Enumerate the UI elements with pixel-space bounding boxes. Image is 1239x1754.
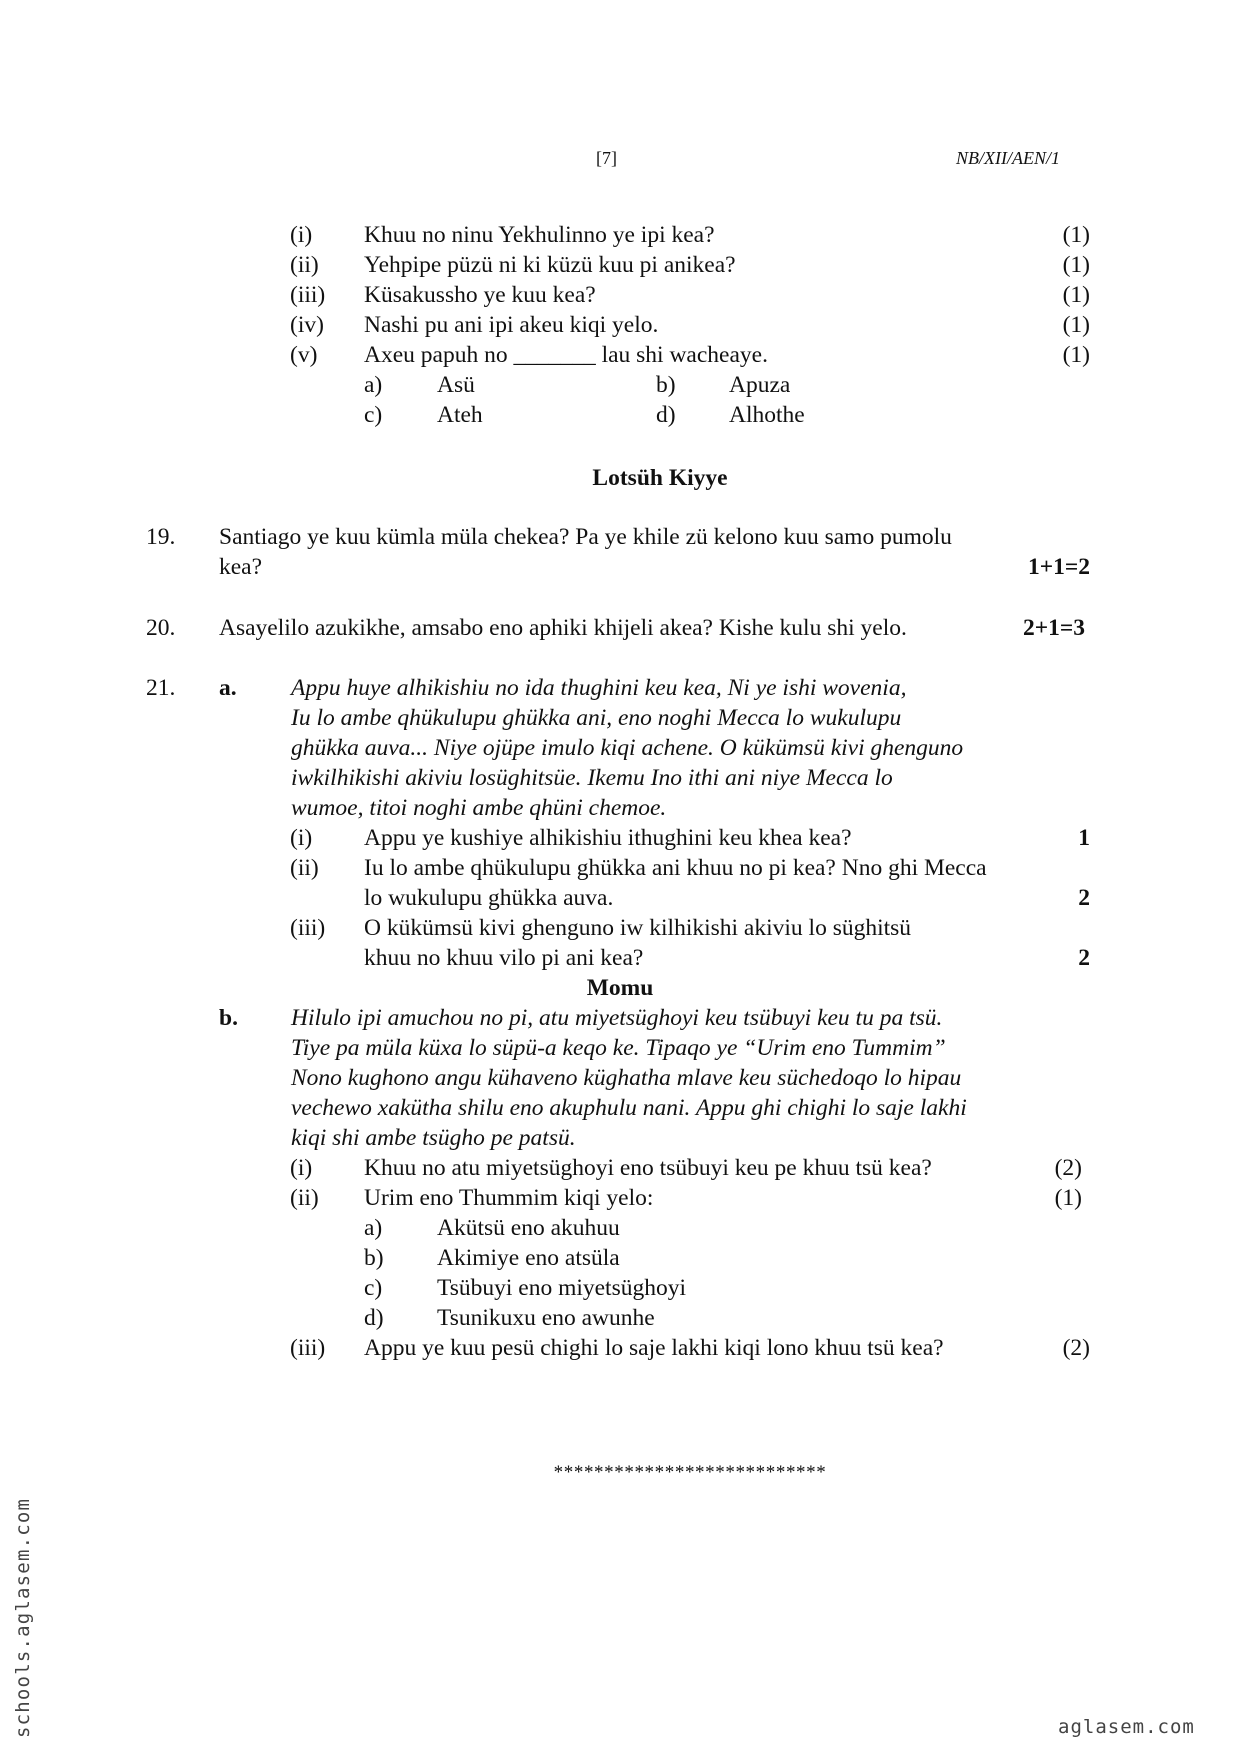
q21a-q2-text-line1: Iu lo ambe qhükulupu ghükka ani khuu no pi kea? Nno ghi Mecca (364, 855, 987, 881)
q21b-option-key-b: b) (364, 1245, 384, 1271)
q21b-option-text-b: Akimiye eno atsüla (437, 1245, 620, 1271)
q21b-q3-text: Appu ye kuu pesü chighi lo saje lakhi kiqi lono khuu tsü kea? (364, 1335, 944, 1361)
q21a-q1-marks: 1 (1078, 825, 1090, 851)
q18-marks-iii: (1) (1062, 282, 1090, 308)
q19-text-line1: Santiago ye kuu kümla müla chekea? Pa ye khile zü kelono kuu samo pumolu (219, 524, 952, 550)
q18-num-ii: (ii) (290, 252, 319, 278)
q21a-q3-text-line2: khuu no khuu vilo pi ani kea? (364, 945, 644, 971)
q21a-passage-line: ghükka auva... Niye ojüpe imulo kiqi achene. O kükümsü kivi ghenguno (291, 735, 964, 761)
section-title: Lotsüh Kiyye (592, 465, 728, 491)
or-label: Momu (586, 975, 654, 1001)
q21b-option-key-a: a) (364, 1215, 383, 1241)
q21a-q3-num: (iii) (290, 915, 326, 941)
q21b-label: b. (219, 1005, 238, 1031)
q18-option-key-b: b) (656, 372, 676, 398)
paper-code: NB/XII/AEN/1 (956, 148, 1060, 168)
q20-number: 20. (146, 615, 176, 641)
q21b-passage-line: Hilulo ipi amuchou no pi, atu miyetsüghoyi keu tsübuyi keu tu pa tsü. (291, 1005, 943, 1031)
q20-marks: 2+1=3 (1022, 615, 1085, 641)
q18-num-v: (v) (290, 342, 318, 368)
q21-number: 21. (146, 675, 176, 701)
q18-option-key-a: a) (364, 372, 383, 398)
q18-text-ii: Yehpipe püzü ni ki küzü kuu pi anikea? (364, 252, 736, 278)
q21a-q2-num: (ii) (290, 855, 319, 881)
q19-marks: 1+1=2 (1027, 554, 1090, 580)
q21b-option-text-d: Tsunikuxu eno awunhe (437, 1305, 655, 1331)
q18-text-iv: Nashi pu ani ipi akeu kiqi yelo. (364, 312, 659, 338)
q18-marks-i: (1) (1062, 222, 1090, 248)
q21b-option-text-a: Akütsü eno akuhuu (437, 1215, 620, 1241)
q18-text-iii: Küsakussho ye kuu kea? (364, 282, 596, 308)
q21a-passage-line: wumoe, titoi noghi ambe qhüni chemoe. (291, 795, 667, 821)
q21b-q2-num: (ii) (290, 1185, 319, 1211)
q21b-q3-num: (iii) (290, 1335, 326, 1361)
q21a-q2-text-line2: lo wukulupu ghükka auva. (364, 885, 614, 911)
q18-num-iv: (iv) (290, 312, 324, 338)
q21b-passage-line: kiqi shi ambe tsügho pe patsü. (291, 1125, 576, 1151)
q21b-q1-num: (i) (290, 1155, 313, 1181)
q18-option-text-b: Apuza (729, 372, 791, 398)
q21b-q3-marks: (2) (1062, 1335, 1090, 1361)
q21a-q3-marks: 2 (1078, 945, 1090, 971)
q18-option-text-a: Asü (437, 372, 475, 398)
q18-option-key-c: c) (364, 402, 383, 428)
q21b-option-text-c: Tsübuyi eno miyetsüghoyi (437, 1275, 687, 1301)
q18-text-i: Khuu no ninu Yekhulinno ye ipi kea? (364, 222, 715, 248)
page-number: [7] (596, 148, 617, 168)
q18-option-text-c: Ateh (437, 402, 483, 428)
q18-option-key-d: d) (656, 402, 676, 428)
q18-marks-v: (1) (1062, 342, 1090, 368)
q21a-q3-text-line1: O kükümsü kivi ghenguno iw kilhikishi akiviu lo süghitsü (364, 915, 912, 941)
q21b-passage-line: Nono kughono angu kühaveno küghatha mlave keu süchedoqo lo hipau (291, 1065, 962, 1091)
q21a-passage-line: Iu lo ambe qhükulupu ghükka ani, eno noghi Mecca lo wukulupu (291, 705, 902, 731)
q18-num-i: (i) (290, 222, 313, 248)
side-watermark: schools.aglasem.com (12, 1497, 34, 1738)
q21a-q2-marks: 2 (1078, 885, 1090, 911)
q19-number: 19. (146, 524, 176, 550)
q21b-option-key-d: d) (364, 1305, 384, 1331)
end-marker: *************************** (553, 1462, 827, 1483)
q19-text-line2: kea? (219, 554, 263, 580)
q21b-q2-text: Urim eno Thummim kiqi yelo: (364, 1185, 654, 1211)
q21a-q1-text: Appu ye kushiye alhikishiu ithughini keu khea kea? (364, 825, 852, 851)
corner-watermark: aglasem.com (1058, 1716, 1195, 1738)
q18-marks-ii: (1) (1062, 252, 1090, 278)
q21b-q1-marks: (2) (1054, 1155, 1082, 1181)
q20-text: Asayelilo azukikhe, amsabo eno aphiki khijeli akea? Kishe kulu shi yelo. (219, 615, 907, 641)
q21b-q2-marks: (1) (1054, 1185, 1082, 1211)
q21b-option-key-c: c) (364, 1275, 383, 1301)
q21a-passage-line: iwkilhikishi akiviu losüghitsüe. Ikemu Ino ithi ani niye Mecca lo (291, 765, 893, 791)
q18-num-iii: (iii) (290, 282, 326, 308)
q21b-q1-text: Khuu no atu miyetsüghoyi eno tsübuyi keu pe khuu tsü kea? (364, 1155, 932, 1181)
q21b-passage-line: vechewo xakütha shilu eno akuphulu nani. Appu ghi chighi lo saje lakhi (291, 1095, 967, 1121)
q21a-label: a. (219, 675, 237, 701)
q18-marks-iv: (1) (1062, 312, 1090, 338)
q21a-q1-num: (i) (290, 825, 313, 851)
q18-option-text-d: Alhothe (729, 402, 805, 428)
q21b-passage-line: Tiye pa müla küxa lo süpü-a keqo ke. Tipaqo ye “Urim eno Tummim” (291, 1035, 946, 1061)
q21a-passage-line: Appu huye alhikishiu no ida thughini keu kea, Ni ye ishi wovenia, (291, 675, 907, 701)
q18-text-v: Axeu papuh no _______ lau shi wacheaye. (364, 342, 768, 368)
